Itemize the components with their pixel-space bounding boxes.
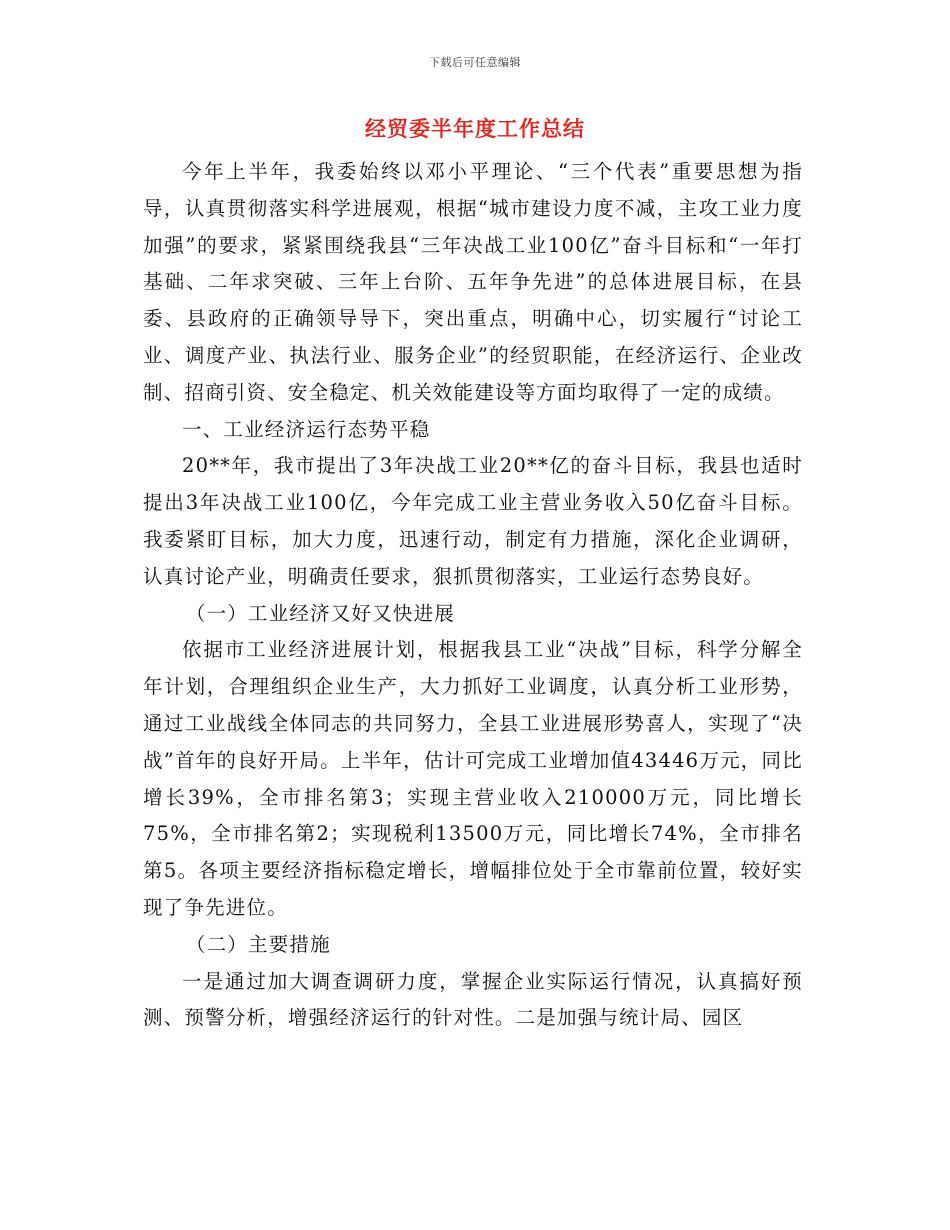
document-title: 经贸委半年度工作总结	[365, 116, 585, 141]
document-body	[143, 154, 803, 1037]
paragraph-intro: 今年上半年，我委始终以邓小平理论、“三个代表”重要思想为指导，认真贯彻落实科学进展观，根据“城市建设力度不减，主攻工业力度加强”的要求，紧紧围绕我县“三年决战工业100亿”奋斗目标和“一年打基础、二年求突破、三年上台阶、五年争先进”的总体进展目标，在县委、县政府的正确领导导下，突出重点，明确中心，切实履行“讨论工业、调度产业、执法行业、服务企业”的经贸职能，在经济运行、企业改制、招商引资、安全稳定、机关效能建设等方面均取得了一定的成绩。	[143, 160, 803, 404]
header-note: 下载后可任意编辑	[429, 56, 521, 69]
paragraph-section-1: 20**年，我市提出了3年决战工业20**亿的奋斗目标，我县也适时提出3年决战工业100亿，今年完成工业主营业务收入50亿奋斗目标。我委紧盯目标，加大力度，迅速行动，制定有力措施，深化企业调研，认真讨论产业，明确责任要求，狠抓贯彻落实，工业运行态势良好。	[143, 454, 803, 588]
paragraph-subsection-1: 依据市工业经济进展计划，根据我县工业“决战”目标，科学分解全年计划，合理组织企业生产，大力抓好工业调度，认真分析工业形势，通过工业战线全体同志的共同努力，全县工业进展形势喜人，实现了“决战”首年的良好开局。上半年，估计可完成工业增加值43446万元，同比增长39%，全市排名第3；实现主营业收入210000万元，同比增长75%，全市排名第2；实现税利13500万元，同比增长74%，全市排名第5。各项主要经济指标稳定增长，增幅排位处于全市靠前位置，较好实现了争先进位。	[143, 638, 803, 919]
paragraph-subsection-2: 一是通过加大调查调研力度，掌握企业实际运行情况，认真搞好预测、预警分析，增强经济运行的针对性。二是加强与统计局、园区	[143, 969, 803, 1030]
section-heading-1: 一、工业经济运行态势平稳	[182, 417, 431, 441]
subsection-heading-1: （一）工业经济又好又快进展	[185, 601, 455, 625]
subsection-heading-2: （二）主要措施	[185, 932, 331, 956]
